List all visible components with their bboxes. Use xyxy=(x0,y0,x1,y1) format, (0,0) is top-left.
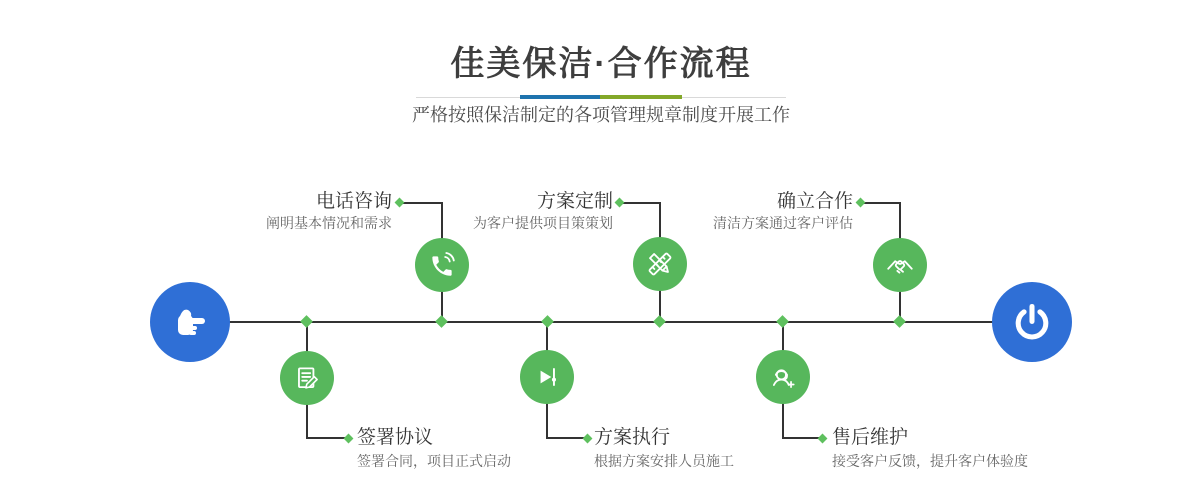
diamond-marker xyxy=(893,315,906,328)
step-desc: 为客户提供项目策策划 xyxy=(473,215,613,231)
step-node-contract xyxy=(280,351,334,405)
step-desc: 签署合同，项目正式启动 xyxy=(357,453,511,469)
step-node-aftersales xyxy=(756,350,810,404)
step-desc: 根据方案安排人员施工 xyxy=(594,453,734,469)
connector-line xyxy=(622,202,661,204)
diamond-marker xyxy=(856,198,866,208)
step-desc: 清洁方案通过客户评估 xyxy=(713,215,853,231)
connector-line xyxy=(306,437,348,439)
diamond-marker xyxy=(615,198,625,208)
diamond-marker xyxy=(818,434,828,444)
diamond-marker xyxy=(583,434,593,444)
step-node-phone xyxy=(415,238,469,292)
step-node-design xyxy=(633,237,687,291)
headset-icon xyxy=(768,362,798,392)
play-icon xyxy=(532,362,562,392)
phone-icon xyxy=(427,250,457,280)
connector-line xyxy=(403,202,443,204)
step-title: 电话咨询 xyxy=(315,191,392,212)
timeline-start-node xyxy=(150,282,230,362)
diamond-marker xyxy=(776,315,789,328)
step-desc: 接受客户反馈，提升客户体验度 xyxy=(832,453,1028,469)
page-title: 佳美保洁·合作流程 xyxy=(450,45,752,83)
step-title: 确立合作 xyxy=(776,191,853,212)
pencil-ruler-icon xyxy=(645,249,675,279)
handshake-icon xyxy=(885,250,915,280)
step-node-cooperation xyxy=(873,238,927,292)
diamond-marker xyxy=(300,315,313,328)
connector-line xyxy=(863,202,901,204)
step-desc: 阐明基本情况和需求 xyxy=(266,215,392,231)
divider-accent-green xyxy=(600,95,682,99)
diamond-marker xyxy=(541,315,554,328)
step-node-execution xyxy=(520,350,574,404)
diamond-marker xyxy=(653,315,666,328)
step-title: 方案定制 xyxy=(536,191,613,212)
diamond-marker xyxy=(435,315,448,328)
contract-icon xyxy=(292,363,322,393)
divider-accent-blue xyxy=(520,95,600,99)
page-subtitle: 严格按照保洁制定的各项管理规章制度开展工作 xyxy=(412,105,790,125)
diamond-marker xyxy=(344,434,354,444)
divider-accent xyxy=(520,95,682,99)
step-title: 售后维护 xyxy=(832,427,909,448)
timeline-end-node xyxy=(992,282,1072,362)
step-title: 签署协议 xyxy=(357,427,434,448)
step-title: 方案执行 xyxy=(594,427,671,448)
pointing-hand-icon xyxy=(167,299,213,345)
diamond-marker xyxy=(395,198,405,208)
power-icon xyxy=(1009,299,1055,345)
